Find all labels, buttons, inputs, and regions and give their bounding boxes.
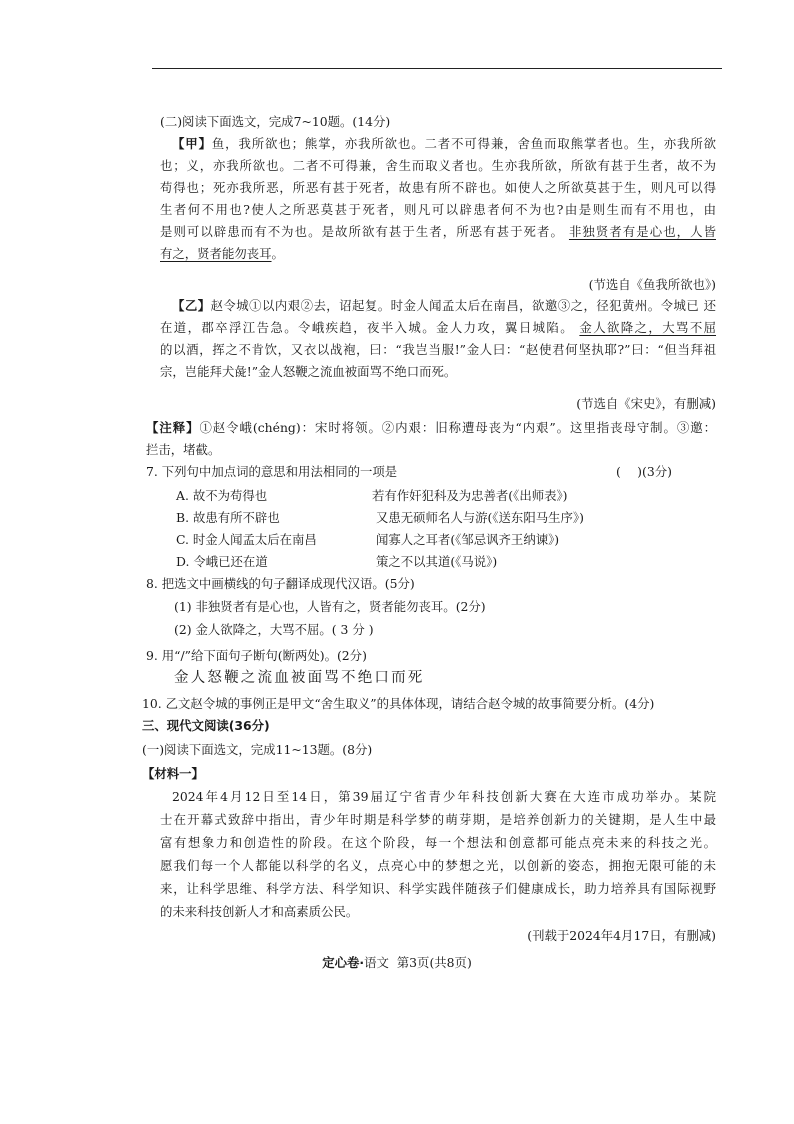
yi-label: 【乙】 <box>172 298 211 313</box>
material-line-3: 富有想象力和创造性的阶段。在这个阶段，每一个想法和创意都可能点亮未来的科技之光。 <box>160 835 716 850</box>
jia-source: (节选自《鱼我所欲也》) <box>588 277 716 292</box>
yi-underlined-sentence: 金人欲降之，大骂不屈 <box>579 320 717 335</box>
q7-option-d-right: 策之不以其道(《马说》) <box>376 554 498 569</box>
jia-underlined-sentence-part-2: 有之，贤者能勿丧耳 <box>160 246 272 261</box>
q7-option-a-left: A. 故不为苟得也 <box>176 488 268 503</box>
jia-label: 【甲】 <box>172 136 212 151</box>
q9-stem: 9. 用“/”给下面句子断句(断两处)。(2分) <box>146 648 367 663</box>
material-line-5: 来，让科学思维、科学方法、科学知识、科学实践伴随孩子们健康成长，助力培养具有国际视野 <box>160 881 716 896</box>
q7-score: ( )(3分) <box>616 464 672 479</box>
page-footer <box>0 953 794 971</box>
q8-sub-1: (1) 非独贤者有是心也，人皆有之，贤者能勿丧耳。(2分) <box>174 599 486 614</box>
header-rule <box>152 68 722 69</box>
jia-line-5 <box>160 224 716 240</box>
yi-text-1: 赵令城①以内艰②去，诏起复。时金人闻孟太后在南昌，欲邀③之，径犯黄州。令城已 还 <box>210 298 716 313</box>
footer-brand: 定心卷 <box>322 955 360 970</box>
section-3-sub-heading: (一)阅读下面选文，完成11~13题。(8分) <box>142 742 373 757</box>
yi-source: (节选自《宋史》，有删减) <box>576 396 716 411</box>
jia-line-6 <box>160 246 284 262</box>
jia-line-4: 生者何不用也?使人之所恶莫甚于死者，则凡可以辟患者何不为也?由是则生而有不用也，由 <box>160 202 716 217</box>
section-2-heading: (二)阅读下面选文，完成7~10题。(14分) <box>160 114 391 129</box>
section-3-heading: 三、现代文阅读(36分) <box>142 718 270 733</box>
q7-option-b-left: B. 故患有所不辟也 <box>176 510 280 525</box>
jia-line-1 <box>160 136 716 152</box>
q7-option-a-right: 若有作奸犯科及为忠善者(《出师表》) <box>372 488 568 503</box>
q7-option-c-left: C. 时金人闻孟太后在南昌 <box>176 532 317 547</box>
yi-line-3: 的以酒，挥之不肯饮，又衣以战袍，曰：“我岂当服!”金人曰：“赵使君何坚执耶?”曰：“但当拜祖 <box>160 342 716 357</box>
jia-line-3: 苟得也；死亦我所恶，所恶有甚于死者，故患有所不辟也。如使人之所欲莫甚于生，则凡可以得 <box>160 180 716 195</box>
jia-text-5: 是则可以辟患而有不为也。是故所欲有甚于生者，所恶有甚于死者。 <box>160 224 564 239</box>
material-line-1: 2024年4月12日至14日，第39届辽宁省青少年科技创新大赛在大连市成功举办。某院 <box>172 789 716 804</box>
q7-option-b-right: 又患无硕师名人与游(《送东阳马生序》) <box>376 510 584 525</box>
q7-option-c-right: 闻寡人之耳者(《邹忌讽齐王纳谏》) <box>376 532 560 547</box>
yi-text-2: 在道，郡卒浮江告急。令峨疾趋，夜半入城。金人力攻，翼日城陷。 <box>160 320 575 335</box>
yi-line-1 <box>160 298 716 314</box>
q9-sentence: 金人怒鞭之流血被面骂不绝口而死 <box>174 670 425 686</box>
note-text-1: ①赵令峨(chéng)：宋时将领。②内艰：旧称遭母丧为“内艰”。这里指丧母守制。③邀： <box>199 420 716 435</box>
material-line-2: 士在开幕式致辞中指出，青少年时期是科学梦的萌芽期，是培养创新力的关键期，是人生中最 <box>160 812 716 827</box>
yi-line-2 <box>160 320 716 336</box>
note-line-1 <box>146 420 716 436</box>
jia-line-6-end: 。 <box>271 246 284 261</box>
note-label: 【注释】 <box>146 420 200 435</box>
q8-stem: 8. 把选文中画横线的句子翻译成现代汉语。(5分) <box>146 576 415 591</box>
material-line-6: 的未来科技创新人才和高素质公民。 <box>160 904 359 919</box>
footer-dot: · <box>359 955 365 970</box>
q8-sub-2: (2) 金人欲降之，大骂不屈。( 3 分 ) <box>174 622 374 637</box>
q10-stem: 10. 乙文赵令城的事例正是甲文“舍生取义”的具体体现，请结合赵令城的故事简要分析。(4分) <box>142 696 655 711</box>
jia-line-2: 也；义，亦我所欲也。二者不可得兼，舍生而取义者也。生亦我所欲，所欲有甚于生者，故不为 <box>160 158 716 173</box>
q7-option-d-left: D. 令峨已还在道 <box>176 554 268 569</box>
material-source: (刊载于2024年4月17日，有删减) <box>527 928 716 943</box>
footer-page-number: 第3页(共8页) <box>396 955 472 970</box>
footer-subject: 语文 <box>364 955 389 970</box>
q7-stem: 7. 下列句中加点词的意思和用法相同的一项是 <box>146 464 398 479</box>
jia-underlined-sentence-part-1: 非独贤者有是心也，人皆 <box>568 224 716 239</box>
material-1-label: 【材料一】 <box>142 766 204 781</box>
note-line-2: 拦击，堵截。 <box>146 442 221 457</box>
yi-line-4: 宗，岂能拜犬彘!”金人怒鞭之流血被面骂不绝口而死。 <box>160 364 457 379</box>
material-line-4: 愿我们每一个人都能以科学的名义，点亮心中的梦想之光，以创新的姿态，拥抱无限可能的未 <box>160 858 716 873</box>
jia-text-1: 鱼，我所欲也；熊掌，亦我所欲也。二者不可得兼，舍鱼而取熊掌者也。生，亦我所欲 <box>211 136 717 151</box>
